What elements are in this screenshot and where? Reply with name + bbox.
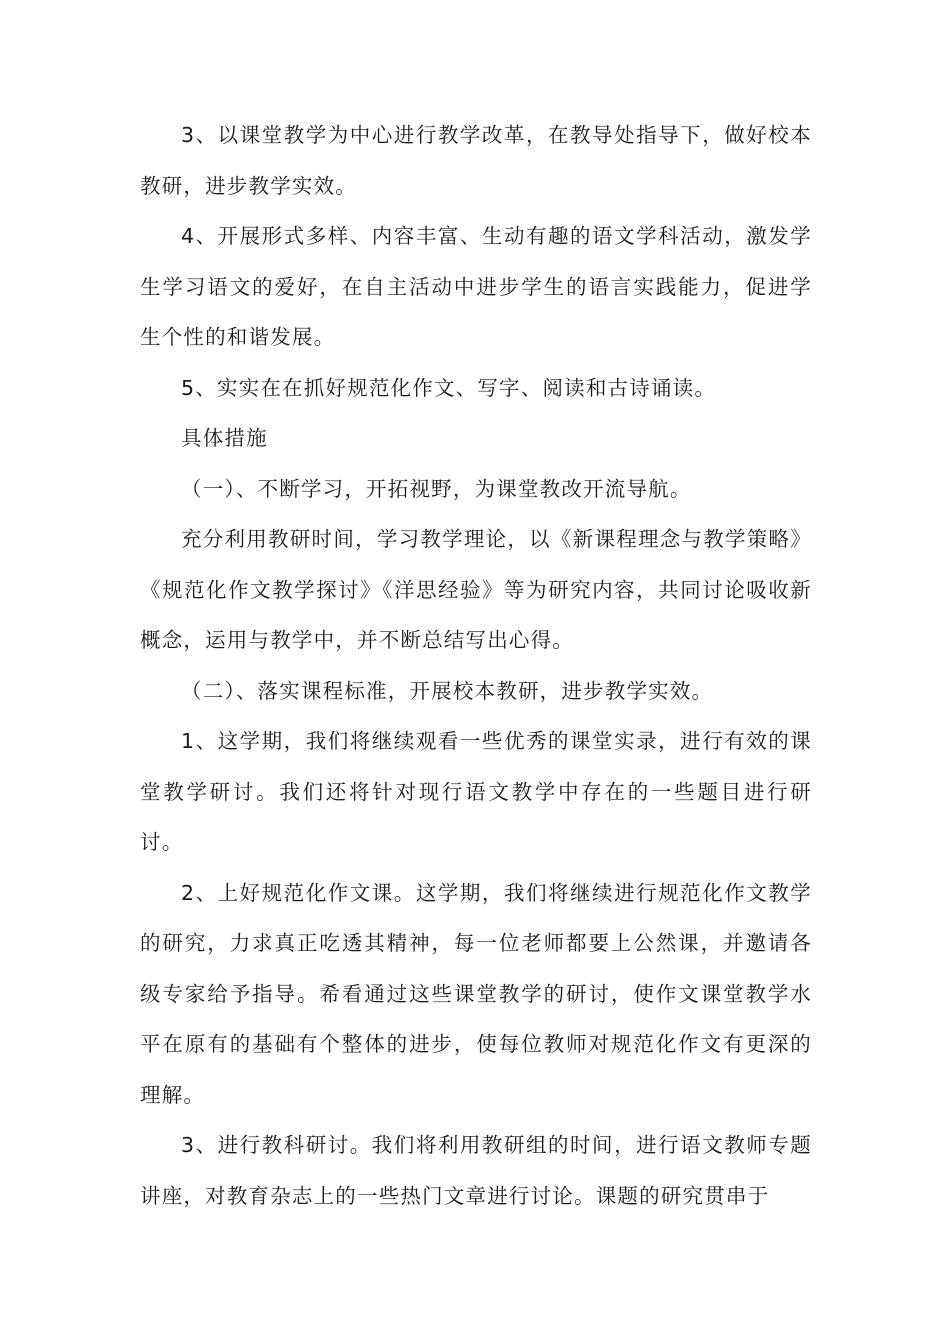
paragraph-item-1: 1、这学期，我们将继续观看一些优秀的课堂实录，进行有效的课堂教学研讨。我们还将针对现行语文教学中存在的一些题目进行研讨。 [140,729,812,854]
subheading-part-1: （一）、不断学习，开拓视野，为课堂教改开流导航。 [181,476,692,501]
paragraph-item-3: 3、进行教科研讨。我们将利用教研组的时间，进行语文教师专题讲座，对教育杂志上的一些热门文章进行讨论。课题的研究贯串于 [140,1133,812,1208]
subheading-part-2: （二）、落实课程标准，开展校本教研，进步教学实效。 [181,678,714,703]
paragraph-goal-5: 5、实实在在抓好规范化作文、写字、阅读和古诗诵读。 [181,375,717,400]
paragraph-study-theory: 充分利用教研时间，学习教学理论，以《新课程理念与教学策略》《规范化作文教学探讨》《洋思经验》等为研究内容，共同讨论吸收新概念，运用与教学中，并不断总结写出心得。 [140,527,812,652]
paragraph-goal-4: 4、开展形式多样、内容丰富、生动有趣的语文学科活动，激发学生学习语文的爱好，在自主活动中进步学生的语言实践能力，促进学生个性的和谐发展。 [140,224,812,349]
document-body [140,110,812,1221]
section-heading-measures: 具体措施 [181,426,268,450]
paragraph-goal-3: 3、以课堂教学为中心进行教学改革，在教导处指导下，做好校本教研，进步教学实效。 [140,123,812,198]
paragraph-item-2: 2、上好规范化作文课。这学期，我们将继续进行规范化作文教学的研究，力求真正吃透其精神，每一位老师都要上公然课，并邀请各级专家给予指导。希看通过这些课堂教学的研讨，使作文课堂教学水平在原有的基础有个整体的进步，使每位教师对规范化作文有更深的理解。 [140,880,812,1107]
